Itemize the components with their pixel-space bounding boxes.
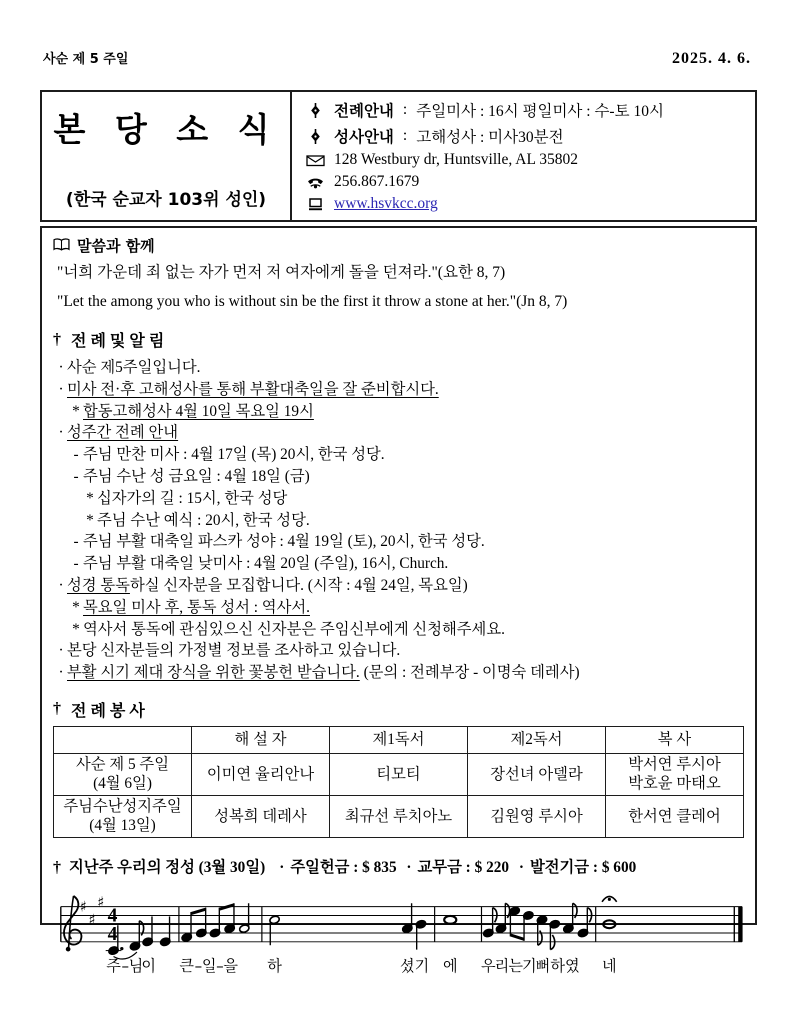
column-header: 제1독서 [330,726,468,753]
bullet-marker: * [86,489,94,507]
cross-icon: † [53,858,61,876]
announcement-item [53,357,744,379]
announcement-text: 성주간 전례 안내 [67,424,179,442]
announcement-item [53,379,744,401]
website-link[interactable]: www.hsvkcc.org [334,195,438,212]
sharp-sign: ♯ [88,911,96,929]
bullet-marker: - [73,467,79,485]
announcement-item [53,422,744,444]
announcement-item [53,401,744,423]
info-label: 성사안내 [334,128,394,146]
bullet-marker: · [58,380,64,398]
lyric-syllable: 큰 [179,957,195,976]
cross-icon: † [53,700,61,718]
phone-icon [306,176,325,189]
bullet-marker: * [86,511,94,529]
table-cell: 이미연 율리안나 [192,753,330,795]
doc-date: 2025. 4. 6. [672,50,751,67]
info-line [306,151,743,169]
ministers-table [53,726,744,838]
info-line [306,195,743,213]
info-separator: : [402,101,408,118]
offering-separator: · [406,858,412,876]
announcement-item [53,510,744,532]
announcement-item [53,575,744,597]
bullet-marker: - [73,533,79,551]
sharp-sign: ♯ [97,894,105,912]
table-row [54,795,744,837]
lyric-syllable: 일 [201,957,217,976]
scripture-quote-korean: "너희 가운데 죄 없는 자가 먼저 저 여자에게 돌을 던져라."(요한 8, 7) [57,264,506,281]
table-cell: 최규선 루치아노 [330,795,468,837]
table-cell: 사순 제 5 주일 (4월 6일) [54,753,192,795]
announcement-item [53,466,744,488]
offering-label: 교무금 : [417,858,475,876]
hymn-staff [53,889,744,979]
lyric-syllable: 을 [223,957,238,976]
lyric-syllable: 셨 [400,957,415,976]
announcement-text: 주님 만찬 미사 : 4월 17일 (목) 20시, 한국 성당. [83,446,385,464]
masthead-title-cell [42,92,292,220]
scripture-heading [53,235,744,256]
bullet-marker: · [58,424,64,442]
lyric-syllable: 님 [128,957,144,976]
parish-news-title: 본 당 소 식 [53,110,279,149]
ministers-header-row [54,726,744,753]
announcement-text: 주님 부활 대축일 낮미사 : 4월 20일 (주일), 16시, Church. [83,555,449,573]
bullet-marker: * [72,402,80,420]
offering-heading: 지난주 우리의 정성 (3월 30일) [69,858,266,876]
table-cell: 장선녀 아델라 [468,753,606,795]
book-icon [53,237,70,255]
cross-icon: † [53,330,61,348]
info-value: 주일미사 : 16시 평일미사 : 수-토 10시 [416,103,664,120]
bullet-marker: - [73,446,79,464]
bullet-marker: · [58,642,64,660]
masthead [40,90,757,222]
announcement-text: 역사서 통독에 관심있으신 신자분은 주임신부에게 신청해주세요. [83,620,505,638]
announcement-item [53,662,744,684]
info-line [306,125,743,147]
announcement-text: 목요일 미사 후, 통독 성서 : 역사서. [83,598,310,616]
column-header: 제2독서 [468,726,606,753]
announcement-text: 십자가의 길 : 15시, 한국 성당 [97,489,288,507]
fermata-dot [608,898,611,901]
announcement-text: 합동고해성사 4월 10일 목요일 19시 [83,402,314,420]
lyric-syllable: – [194,957,203,976]
bullet-marker: * [72,620,80,638]
announcement-text: 주님 수난 예식 : 20시, 한국 성당. [97,511,310,529]
offering-separator: · [279,858,285,876]
column-header: 해 설 자 [192,726,330,753]
offering-amount: $ 835 [362,858,401,876]
offering-line [53,855,744,877]
offering-items [273,855,636,877]
section-liturgical-ministers [53,698,744,721]
lyric-syllable: 네 [602,957,617,976]
info-line [306,99,743,121]
lyric-syllable: 기 [522,957,537,976]
section-liturgical-ministers-label: 전 례 봉 사 [71,702,145,720]
offering-amount: $ 600 [601,858,637,876]
info-value: 256.867.1679 [334,173,420,190]
column-header: 복 사 [606,726,744,753]
announcement-text: 하실 신자분을 모집합니다. (시작 : 4월 24일, 목요일) [129,576,468,594]
lyric-syllable: 였 [564,957,580,976]
announcement-item [53,619,744,641]
key-signature [80,894,105,929]
offering-separator: · [518,858,524,876]
table-cell: 한서연 클레어 [606,795,744,837]
announcement-text: 주님 부활 대축일 파스카 성야 : 4월 19일 (토), 20시, 한국 성당. [83,533,485,551]
lyric-syllable: 이 [141,957,156,976]
lyric-syllable: 는 [508,957,523,976]
beam [510,933,524,941]
info-separator: : [402,127,408,144]
announcement-text: 사순 제5주일입니다. [67,359,201,376]
announcement-text: (문의 : 전례부장 - 이명숙 데레사) [359,664,580,682]
announcement-text: 주님 수난 성 금요일 : 4월 18일 (금) [83,467,310,485]
announcement-item [53,640,744,662]
info-label: 전례안내 [334,102,394,120]
announcement-text: 미사 전·후 고해성사를 통해 부활대축일을 잘 준비합시다. [67,380,439,398]
bullet-marker: · [58,576,64,594]
announcement-text: 성경 통독 [67,576,130,594]
lyric-syllable: 주 [106,957,121,976]
page-title: 사순 제 5 주일 [43,52,129,67]
music-notation [53,889,746,979]
bullet-marker: - [73,555,79,573]
whole-note [444,916,456,924]
announcement-text: 본당 신자분들의 가정별 정보를 조사하고 있습니다. [67,642,401,660]
column-header [54,726,192,753]
section-liturgy-news [53,328,744,351]
offering-amount: $ 220 [474,858,513,876]
masthead-info-list [292,92,755,220]
announcement-item [53,531,744,553]
bullet-marker: * [72,598,80,616]
info-line [306,173,743,191]
sharp-sign: ♯ [79,898,87,916]
computer-icon [306,198,325,211]
table-cell: 김원영 루시아 [468,795,606,837]
lyric-syllable: – [121,957,130,976]
cross-diamond-icon [306,103,325,118]
announcement-item [53,444,744,466]
lyric-syllable: – [216,957,224,976]
announcement-item [53,597,744,619]
announcement-item [53,553,744,575]
lyric-syllable: 하 [267,957,282,976]
beam [191,908,206,916]
table-cell: 성복희 데레사 [192,795,330,837]
parish-subtitle: (한국 순교자 103위 성인) [65,190,267,210]
table-row [54,753,744,795]
augmentation-dot [120,947,123,950]
lyric-syllable: 하 [550,957,565,976]
announcement-list [53,357,744,684]
bullet-marker: · [58,359,64,376]
cross-diamond-icon [306,129,325,144]
announcement-text: 부활 시기 제대 장식을 위한 꽃봉헌 받습니다. [67,664,360,682]
info-value: 128 Westbury dr, Huntsville, AL 35802 [334,151,578,168]
table-cell: 주님수난성지주일 (4월 13일) [54,795,192,837]
mail-icon [306,154,325,167]
bullet-marker: · [58,664,64,682]
beam [219,903,234,911]
time-signature-lower: 4 [107,923,118,945]
announcement-item [53,488,744,510]
bulletin-body [40,226,757,976]
final-barline-thick [738,907,742,942]
lyric-syllable: 뻐 [535,957,551,976]
lyric-syllable: 리 [494,957,510,976]
offering-label: 주일헌금 : [290,858,363,876]
section-liturgy-news-label: 전 례 및 알 림 [71,333,165,350]
top-bar [43,48,751,68]
table-cell: 박서연 루시아 박호윤 마태오 [606,753,744,795]
info-value: 고해성사 : 미사30분전 [416,129,564,146]
scripture-heading-label: 말씀과 함께 [77,237,155,255]
table-cell: 티모티 [330,753,468,795]
lyric-syllable: 에 [442,957,458,976]
offering-label: 발전기금 : [529,858,602,876]
lyric-syllable: 우 [481,957,496,976]
time-signature-upper: 4 [107,905,118,927]
lyric-syllable: 기 [414,957,430,976]
scripture-quote-english: "Let the among you who is without sin be the first it throw a stone at her."(Jn 8, 7) [57,293,568,310]
